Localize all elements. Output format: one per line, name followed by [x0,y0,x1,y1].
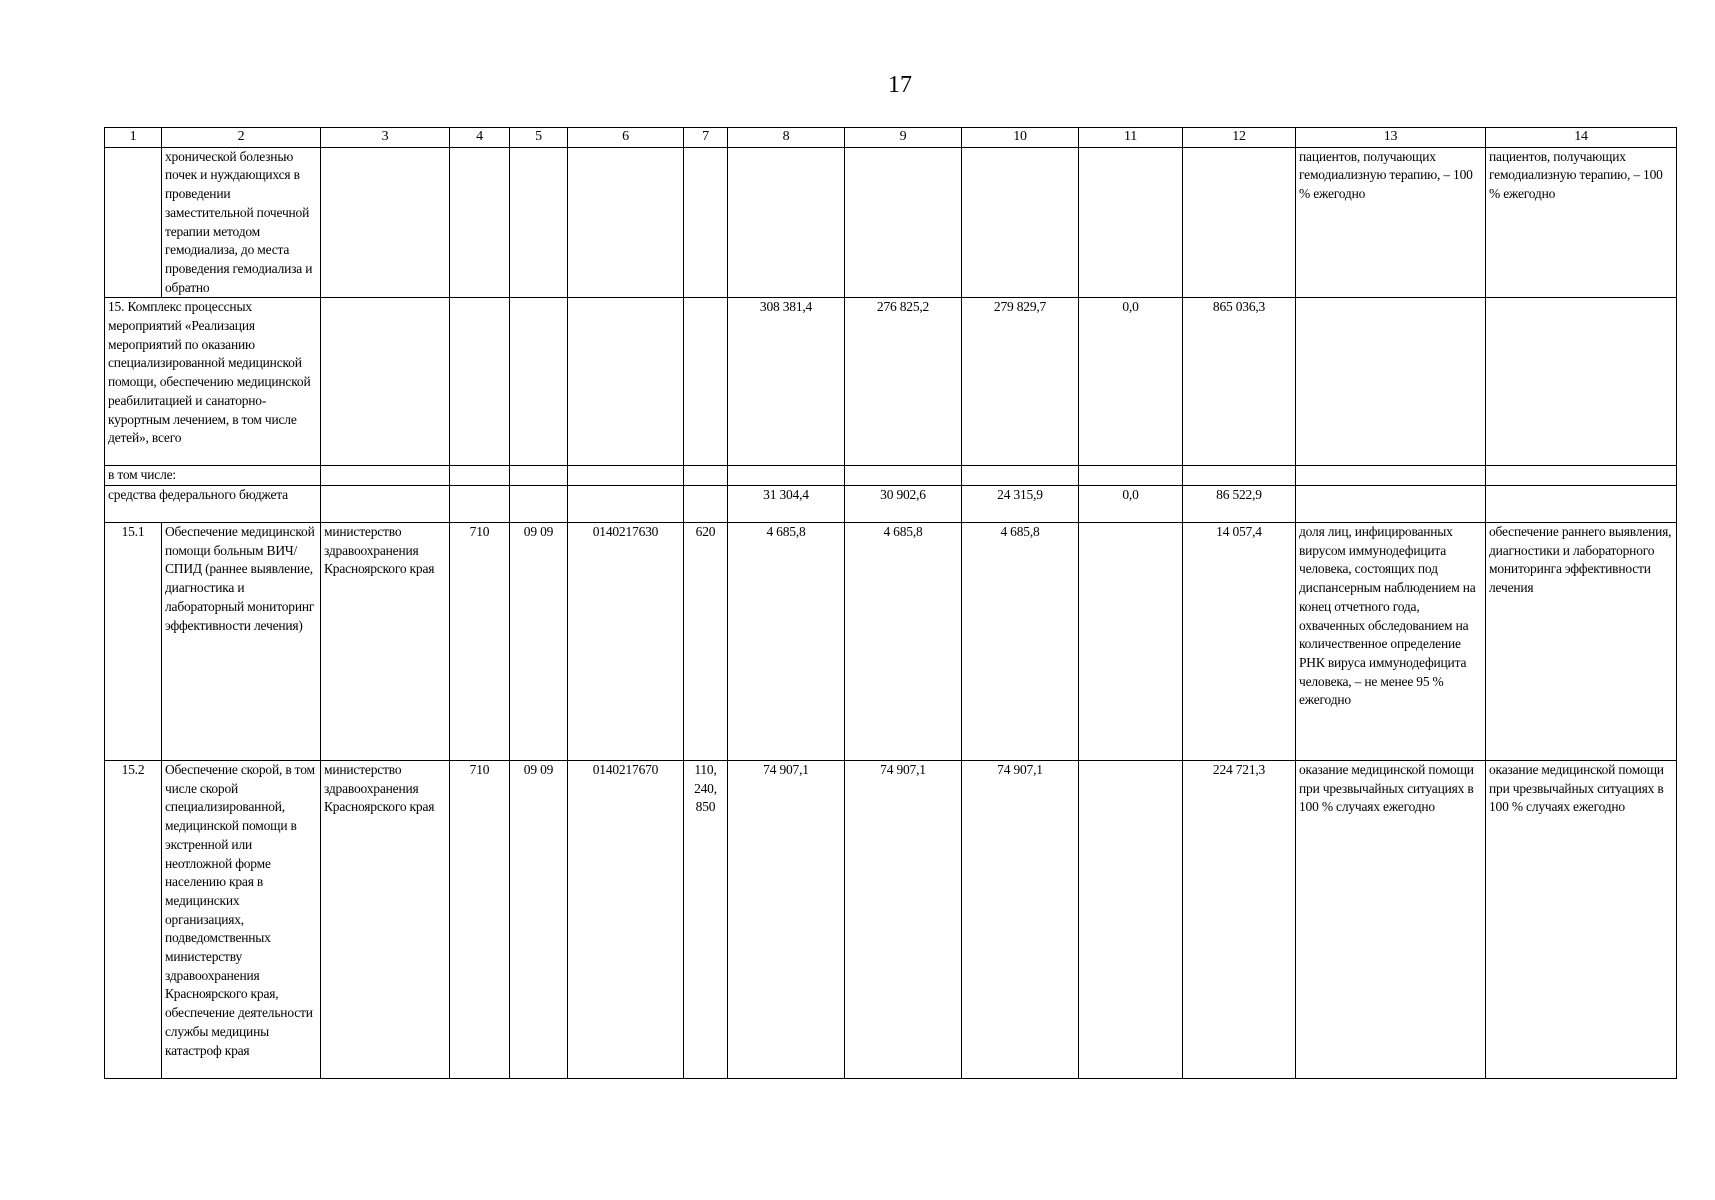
amount-cell: 30 902,6 [845,486,962,523]
amount-cell: 276 825,2 [845,298,962,466]
amount-cell: 74 907,1 [845,761,962,1079]
table-cell [510,486,568,523]
result-cell: обеспечение раннего выявления, диагностики и лабораторного мониторинга эффективности лечения [1486,523,1677,761]
result-cell: пациентов, получающих гемодиализную терапию, – 100 % ежегодно [1486,147,1677,298]
column-number: 11 [1079,128,1183,148]
budget-table [104,127,1677,1079]
table-cell [1296,298,1486,466]
table-cell [568,486,684,523]
table-cell [568,298,684,466]
amount-cell: 224 721,3 [1183,761,1296,1079]
result-cell: оказание медицинской помощи при чрезвычайных ситуациях в 100 % случаях ежегодно [1296,761,1486,1079]
item-name-cell: средства федерального бюджета [105,486,321,523]
table-cell [1486,466,1677,486]
table-cell [845,147,962,298]
amount-cell [1079,761,1183,1079]
table-cell [321,466,450,486]
code-cell: 710 [450,761,510,1079]
column-number: 2 [162,128,321,148]
table-cell [1486,486,1677,523]
executor-cell: министерство здравоохранения Красноярского края [321,761,450,1079]
amount-cell: 865 036,3 [1183,298,1296,466]
table-row [105,298,1677,466]
item-number-cell: 15.2 [105,761,162,1079]
result-cell: пациентов, получающих гемодиализную терапию, – 100 % ежегодно [1296,147,1486,298]
amount-cell [1079,523,1183,761]
table-cell [728,147,845,298]
column-number: 14 [1486,128,1677,148]
amount-cell: 14 057,4 [1183,523,1296,761]
table-cell [450,486,510,523]
table-row [105,761,1677,1079]
table-cell [962,466,1079,486]
column-number: 7 [684,128,728,148]
amount-cell: 31 304,4 [728,486,845,523]
table-cell [450,466,510,486]
amount-cell: 24 315,9 [962,486,1079,523]
item-name-cell: хронической болезнью почек и нуждающихся в проведении заместительной почечной терапии методом гемодиализа, до места проведения гемодиализа и обратно [162,147,321,298]
item-name-cell: Обеспечение скорой, в том числе скорой специализированной, медицинской помощи в экстренной или неотложной форме населению края в медицинских организациях, подведомственных министерству здравоохранения Красноярского края, обеспечение деятельности службы медицины катастроф края [162,761,321,1079]
amount-cell: 74 907,1 [728,761,845,1079]
column-number: 9 [845,128,962,148]
table-cell [962,147,1079,298]
item-name-cell: Обеспечение медицинской помощи больным ВИЧ/СПИД (раннее выявление, диагностика и лабораторный мониторинг эффективности лечения) [162,523,321,761]
page-number: 17 [888,72,912,98]
code-cell: 09 09 [510,523,568,761]
executor-cell: министерство здравоохранения Красноярского края [321,523,450,761]
table-cell [1183,147,1296,298]
table-cell [684,147,728,298]
item-name-cell: 15. Комплекс процессных мероприятий «Реализация мероприятий по оказанию специализированной медицинской помощи, обеспечению медицинской реабилитацией и санаторно-курортным лечением, в том числе детей», всего [105,298,321,466]
amount-cell: 0,0 [1079,298,1183,466]
table-cell [684,298,728,466]
table-cell [321,486,450,523]
table-cell [510,147,568,298]
table-cell [321,298,450,466]
amount-cell: 308 381,4 [728,298,845,466]
column-number: 13 [1296,128,1486,148]
column-number: 1 [105,128,162,148]
amount-cell: 4 685,8 [728,523,845,761]
column-number: 12 [1183,128,1296,148]
table-cell [684,466,728,486]
code-cell: 110, 240, 850 [684,761,728,1079]
column-number-row [105,128,1677,148]
amount-cell: 279 829,7 [962,298,1079,466]
table-cell [845,466,962,486]
table-cell [1079,147,1183,298]
amount-cell: 4 685,8 [845,523,962,761]
table-cell [1079,466,1183,486]
code-cell: 0140217670 [568,761,684,1079]
column-number: 10 [962,128,1079,148]
code-cell: 710 [450,523,510,761]
result-cell: доля лиц, инфицированных вирусом иммунодефицита человека, состоящих под диспансерным наблюдением на конец отчетного года, охваченных обследованием на количественное определение РНК вируса иммунодефицита человека, – не менее 95 % ежегодно [1296,523,1486,761]
table-cell [510,466,568,486]
item-number-cell: 15.1 [105,523,162,761]
table-cell [510,298,568,466]
table-cell [568,466,684,486]
column-number: 6 [568,128,684,148]
amount-cell: 0,0 [1079,486,1183,523]
column-number: 4 [450,128,510,148]
amount-cell: 86 522,9 [1183,486,1296,523]
column-number: 5 [510,128,568,148]
table-cell [1296,486,1486,523]
table-cell [684,486,728,523]
amount-cell: 74 907,1 [962,761,1079,1079]
column-number: 3 [321,128,450,148]
table-cell [450,298,510,466]
code-cell: 620 [684,523,728,761]
table-cell [321,147,450,298]
column-number: 8 [728,128,845,148]
table-cell [105,147,162,298]
code-cell: 09 09 [510,761,568,1079]
table-cell [728,466,845,486]
table-row [105,486,1677,523]
amount-cell: 4 685,8 [962,523,1079,761]
table-row [105,466,1677,486]
code-cell: 0140217630 [568,523,684,761]
item-name-cell: в том числе: [105,466,321,486]
table-row [105,147,1677,298]
table-cell [1486,298,1677,466]
result-cell: оказание медицинской помощи при чрезвычайных ситуациях в 100 % случаях ежегодно [1486,761,1677,1079]
table-cell [1183,466,1296,486]
table-cell [1296,466,1486,486]
table-cell [450,147,510,298]
table-row [105,523,1677,761]
table-cell [568,147,684,298]
